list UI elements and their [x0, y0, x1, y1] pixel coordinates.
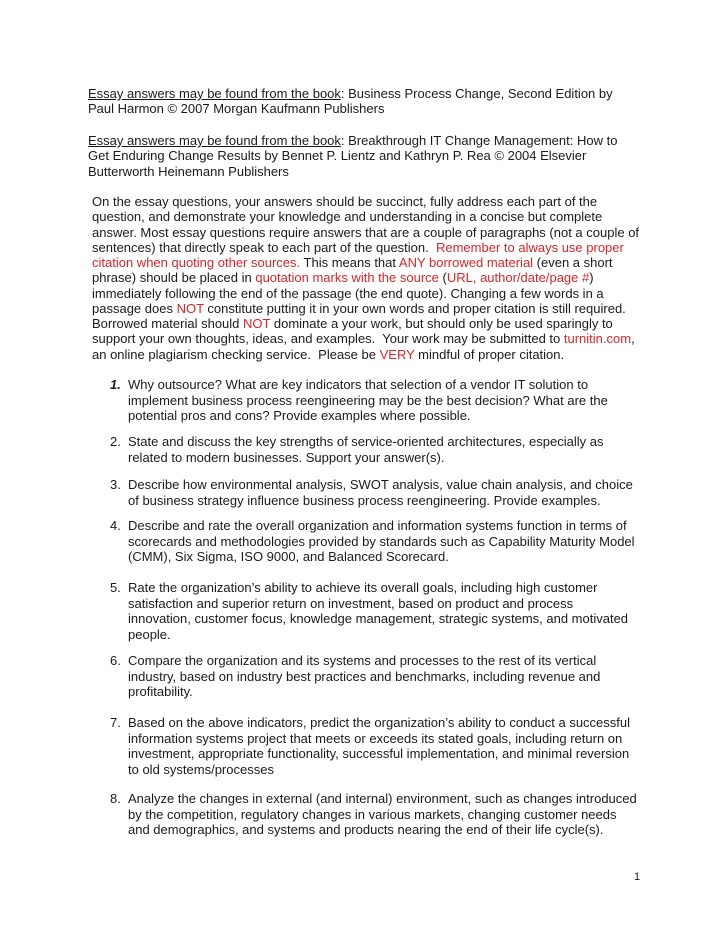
- text-line: immediately following the end of the passage (the end quote). Changing a few words in a: [92, 285, 604, 301]
- question-number: 3.: [110, 477, 121, 492]
- reference-label: Essay answers may be found from the book: [88, 86, 341, 101]
- text: constitute putting it in your own words and proper citation is still required.: [203, 300, 626, 316]
- text-line: implement business process reengineering may be the best decision? What are the: [128, 392, 608, 408]
- question-text: [128, 791, 637, 838]
- text: dominate a your work, but should only be used sparingly to: [270, 316, 613, 331]
- highlight-text: ANY borrowed material: [398, 255, 534, 270]
- text: mindful of proper citation.: [414, 346, 565, 362]
- reference-text: Paul Harmon © 2007 Morgan Kaufmann Publishers: [88, 101, 385, 117]
- reference-label: Essay answers may be found from the book: [88, 133, 341, 148]
- text: phrase) should be placed in: [92, 270, 256, 286]
- question-number: 4.: [110, 518, 121, 533]
- question-number: 5.: [110, 580, 121, 595]
- question-number: 6.: [110, 653, 121, 668]
- text-line: information systems project that meets or exceeds its stated goals, including return on: [128, 730, 623, 746]
- text-line: answer. Most essay questions require answers that are a couple of paragraphs (not a couple of: [92, 224, 640, 240]
- highlight-text: citation when quoting other sources.: [92, 255, 301, 270]
- question-text: [128, 377, 608, 424]
- text-line: (CMM), Six Sigma, ISO 9000, and Balanced Scorecard.: [128, 549, 449, 565]
- question-number: 2.: [110, 434, 121, 449]
- question-number: 7.: [110, 715, 121, 730]
- text-line: and demographics, and systems and products nearing the end of their life cycle(s).: [128, 822, 604, 838]
- text-line: Describe how environmental analysis, SWOT analysis, value chain analysis, and choice: [128, 477, 633, 492]
- text-line: people.: [128, 626, 171, 642]
- highlight-text: VERY: [379, 346, 415, 362]
- highlight-text: NOT: [243, 316, 271, 331]
- highlight-text: Remember to always use proper: [435, 239, 624, 255]
- text-line: related to modern businesses. Support your answer(s).: [128, 449, 445, 465]
- text: (even a short: [533, 255, 613, 270]
- text-line: scorecards and methodologies provided by standards such as Capability Maturity Model: [128, 533, 635, 549]
- highlight-text: quotation marks with the source: [255, 270, 439, 286]
- reference-text: Butterworth Heinemann Publishers: [88, 163, 289, 179]
- page-number: 1: [634, 871, 641, 883]
- question-text: [128, 477, 633, 508]
- highlight-text: NOT: [176, 300, 204, 316]
- instructions-paragraph: [92, 194, 639, 362]
- text-line: Describe and rate the overall organization and information systems function in terms of: [128, 518, 627, 533]
- text: ,: [631, 331, 635, 347]
- text-line: Rate the organization’s ability to achieve its overall goals, including high customer: [128, 580, 598, 595]
- text-line: profitability.: [128, 684, 193, 700]
- text-line: industry, based on industry best practices and benchmarks, including revenue and: [128, 668, 601, 684]
- text-line: Why outsource? What are key indicators that selection of a vendor IT solution to: [128, 377, 589, 392]
- text-line: to old systems/processes: [128, 761, 274, 777]
- text-line: of business strategy influence business process reengineering. Provide examples.: [128, 492, 601, 508]
- text: support your own thoughts, ideas, and examples. Your work may be submitted to: [92, 331, 564, 347]
- question-text: [128, 653, 600, 700]
- book-reference-2: [88, 133, 617, 179]
- reference-text: : Business Process Change, Second Edition by: [340, 86, 613, 101]
- text-line: Analyze the changes in external (and internal) environment, such as changes introduced: [128, 791, 637, 806]
- text: ): [589, 270, 594, 286]
- text-line: State and discuss the key strengths of service-oriented architectures, especially as: [128, 434, 604, 449]
- book-reference-1: [88, 86, 613, 117]
- question-text: [128, 434, 603, 465]
- question-text: [128, 518, 635, 565]
- reference-text: : Breakthrough IT Change Management: How to: [340, 133, 618, 148]
- text: This means that: [300, 255, 399, 270]
- question-text: [128, 580, 628, 642]
- text: passage does: [92, 300, 177, 316]
- text-line: innovation, customer focus, knowledge management, strategic systems, and motivated: [128, 611, 629, 627]
- text-line: On the essay questions, your answers should be succinct, fully address each part of the: [92, 194, 598, 209]
- text-line: satisfaction and superior return on investment, based on product and process: [128, 595, 574, 611]
- text-line: potential pros and cons? Provide examples where possible.: [128, 408, 471, 424]
- text-line: question, and demonstrate your knowledge and understanding in a concise but complete: [92, 209, 603, 225]
- highlight-text: URL, author/date/page #: [446, 270, 590, 286]
- text: (: [438, 270, 447, 286]
- turnitin-link: turnitin.com: [563, 331, 632, 347]
- question-text: [128, 715, 630, 777]
- text-line: investment, appropriate functionality, successful implementation, and minimal reversion: [128, 746, 630, 762]
- text: Borrowed material should: [92, 316, 244, 331]
- reference-text: Get Enduring Change Results by Bennet P. Lientz and Kathryn P. Rea © 2004 Elsevier: [88, 148, 587, 164]
- text-line: by the competition, regulatory changes in various markets, changing customer needs: [128, 806, 617, 822]
- text-line: Compare the organization and its systems and processes to the rest of its vertical: [128, 653, 597, 668]
- text: an online plagiarism checking service. Please be: [92, 346, 380, 362]
- question-number: 8.: [110, 791, 121, 806]
- text: sentences) that directly speak to each part of the question.: [92, 239, 436, 255]
- text-line: Based on the above indicators, predict the organization’s ability to conduct a successful: [128, 715, 631, 730]
- question-number: 1.: [110, 377, 121, 392]
